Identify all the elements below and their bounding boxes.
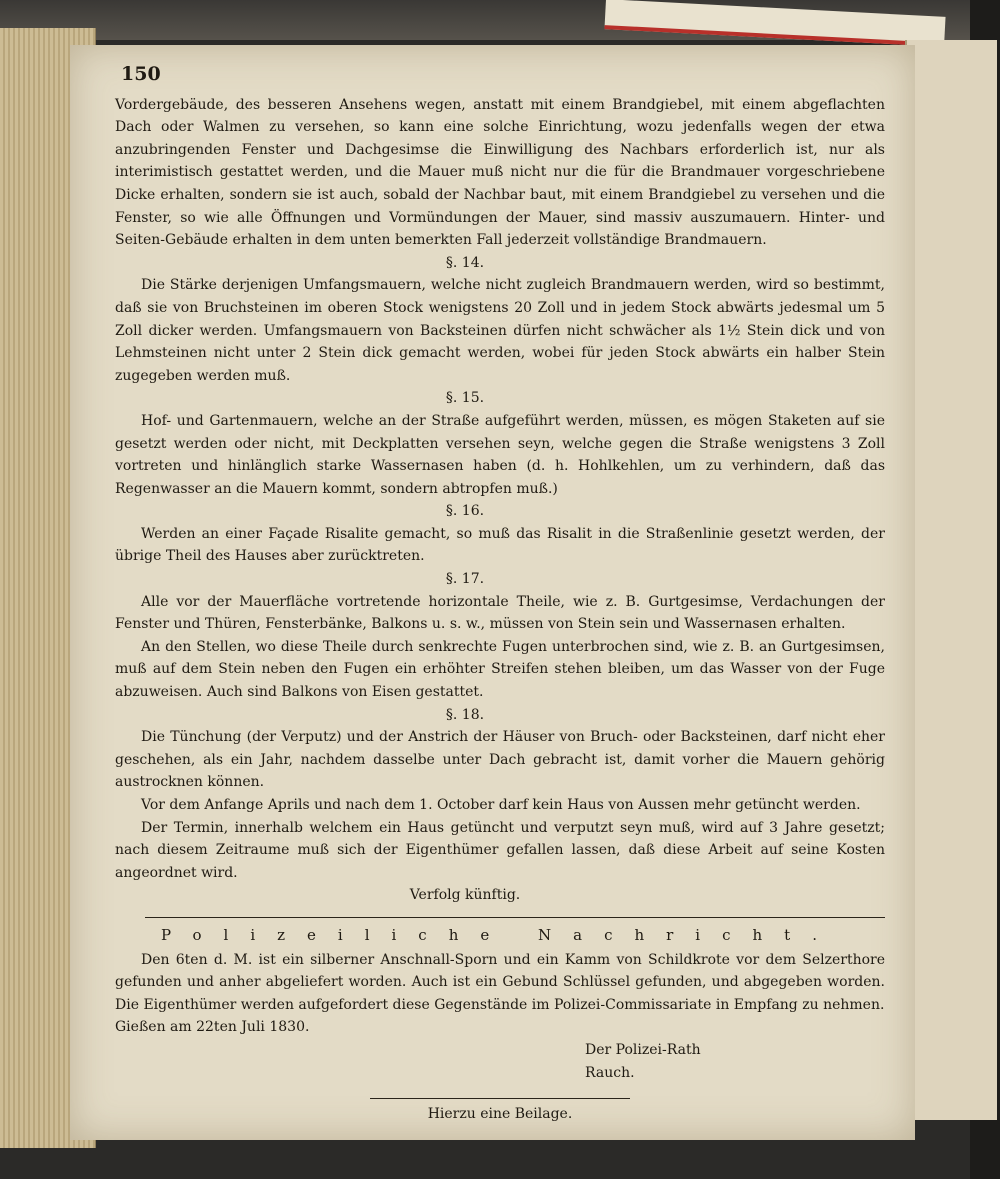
section-heading-17: §. 17. — [445, 571, 485, 588]
paragraph-tuenchung: Die Tünchung (der Verputz) und der Anstrich der Häuser von Bruch- oder Backsteinen, darf nicht eher geschehen, als ein Jahr, nachdem dasselbe unter Dach gebracht ist, damit vorher die Mauern gehörig austrocknen können. — [115, 729, 885, 791]
paragraph-termin: Der Termin, innerhalb welchem ein Haus getüncht und verputzt seyn muß, wird auf 3 Jahre gesetzt; nach diesem Zeitraume muß sich der Eigenthümer gefallen lassen, daß diese Arbeit auf seine Kosten angeordnet wird. — [115, 819, 885, 881]
book-page — [70, 45, 915, 1140]
paragraph-horizontale-theile: Alle vor der Mauerfläche vortretende horizontale Theile, wie z. B. Gurtgesimse, Verdachungen der Fenster und Thüren, Fensterbänke, Balkons u. s. w., müssen von Stein sein und Wassernasen erhalten. — [115, 593, 885, 633]
signer-title: Der Polizei-Rath — [585, 1041, 701, 1058]
notice-body: Den 6ten d. M. ist ein silberner Anschnall-Sporn und ein Kamm von Schildkrote vor dem Selzerthore gefunden und anher abgeliefert worden. Auch ist ein Gebund Schlüssel gefunden, und abgegeben worden. Die Eigenthümer werden aufgefordert diese Gegenstände im Polizei-Commissariate in Empfang zu nehmen. — [115, 951, 885, 1013]
section-heading-18: §. 18. — [445, 706, 485, 723]
section-heading-14: §. 14. — [445, 254, 485, 271]
adjacent-page — [905, 40, 997, 1120]
page-number: 150 — [121, 63, 161, 85]
section-heading-15: §. 15. — [445, 390, 485, 407]
paragraph-april-october: Vor dem Anfange Aprils und nach dem 1. October darf kein Haus von Aussen mehr getüncht werden. — [141, 797, 861, 813]
paragraph-risalite: Werden an einer Façade Risalite gemacht, so muß das Risalit in die Straßenlinie gesetzt werden, der übrige Theil des Hauses aber zurücktreten. — [115, 525, 885, 565]
signer-name: Rauch. — [585, 1064, 635, 1081]
section-heading-16: §. 16. — [445, 503, 485, 520]
notice-heading: Polizeiliche Nachricht. — [161, 925, 839, 944]
notice-dateline: Gießen am 22ten Juli 1830. — [115, 1019, 310, 1036]
paragraph-fugen: An den Stellen, wo diese Theile durch senkrechte Fugen unterbrochen sind, wie z. B. an Gurtgesimsen, muß auf dem Stein neben den Fugen ein erhöhter Streifen stehen bleiben, um das Wasser von der Fuge abzuweisen. Auch sind Balkons von Eisen gestattet. — [115, 638, 885, 701]
footer-rule — [370, 1098, 630, 1099]
divider-rule — [145, 917, 885, 918]
page-content — [115, 63, 885, 1140]
continued-note: Verfolg künftig. — [409, 887, 521, 904]
supplement-note: Hierzu eine Beilage. — [427, 1106, 573, 1123]
paragraph-brandmauer: Vordergebäude, des besseren Ansehens wegen, anstatt mit einem Brandgiebel, mit einem abgeflachten Dach oder Walmen zu versehen, so kann eine solche Einrichtung, wozu jedenfalls wegen der etwa anzubringenden Fenster und Dachgesimse die Einwilligung des Nachbars erforderlich ist, nur als interimistisch gestattet werden, und die Mauer muß nicht nur die für die Brandmauer vorgeschriebene Dicke erhalten, sondern sie ist auch, sobald der Nachbar baut, mit einem Brandgiebel zu versehen und die Fenster, so wie alle Öffnungen und Vormündungen der Mauer, sind massiv auszumauern. Hinter- und Seiten-Gebäude erhalten in dem unten bemerkten Fall jederzeit vollständige Brandmauern. — [115, 96, 885, 249]
paragraph-umfangsmauern: Die Stärke derjenigen Umfangsmauern, welche nicht zugleich Brandmauern werden, wird so bestimmt, daß sie von Bruchsteinen im oberen Stock wenigstens 20 Zoll und in jedem Stock abwärts jedesmal um 5 Zoll dicker werden. Umfangsmauern von Backsteinen dürfen nicht schwächer als 1½ Stein dick und von Lehmsteinen nicht unter 2 Stein dick gemacht werden, wobei für jeden Stock abwärts ein halber Stein zugegeben werden muß. — [115, 277, 885, 384]
paragraph-gartenmauern: Hof- und Gartenmauern, welche an der Straße aufgeführt werden, müssen, es mögen Staketen auf sie gesetzt werden oder nicht, mit Deckplatten versehen seyn, welche gegen die Straße wenigstens 3 Zoll vortreten und hinlänglich starke Wassernasen haben (d. h. Hohlkehlen, um zu verhindern, daß das Regenwasser an die Mauern kommt, sondern abtropfen muß.) — [115, 412, 885, 497]
